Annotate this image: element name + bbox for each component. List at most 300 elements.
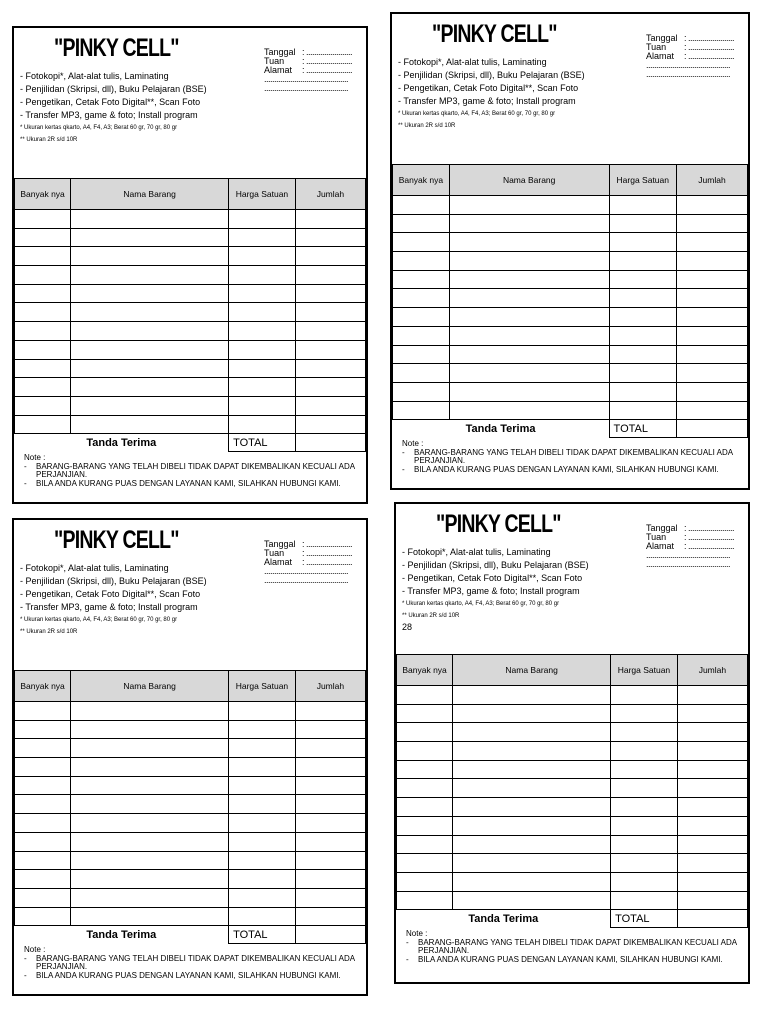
qty-cell[interactable] [397, 760, 453, 779]
qty-cell[interactable] [397, 723, 453, 742]
qty-cell[interactable] [15, 303, 71, 322]
address-line[interactable]: .......................................... [645, 60, 731, 70]
amount-cell[interactable] [676, 382, 747, 401]
price-cell[interactable] [611, 835, 678, 854]
note-title: Note : [406, 929, 428, 939]
price-cell[interactable] [229, 832, 296, 851]
note-item [24, 955, 366, 972]
note-text: BILA ANDA KURANG PUAS DENGAN LAYANAN KAMI, SILAHKAN HUBUNGI KAMI. [36, 478, 341, 488]
item-cell[interactable] [449, 345, 609, 364]
price-cell[interactable] [229, 415, 296, 434]
items-table [396, 654, 748, 928]
item-cell[interactable] [71, 702, 229, 721]
qty-cell[interactable] [15, 359, 71, 378]
amount-cell[interactable] [676, 252, 747, 271]
amount-cell[interactable] [677, 798, 747, 817]
total-value-cell[interactable] [295, 434, 365, 452]
amount-cell[interactable] [295, 795, 365, 814]
price-cell[interactable] [229, 888, 296, 907]
price-cell[interactable] [229, 284, 296, 303]
amount-cell[interactable] [676, 233, 747, 252]
notes-section [14, 944, 366, 980]
amount-cell[interactable] [295, 247, 365, 266]
amount-cell[interactable] [677, 891, 747, 910]
price-cell[interactable] [229, 322, 296, 341]
price-cell[interactable] [609, 214, 676, 233]
receipt-form-4 [394, 502, 750, 984]
qty-cell[interactable] [15, 795, 71, 814]
item-cell[interactable] [453, 686, 611, 705]
item-cell[interactable] [449, 196, 609, 215]
amount-cell[interactable] [677, 816, 747, 835]
shop-title: "PINKY CELL" [432, 20, 557, 48]
qty-cell[interactable] [15, 322, 71, 341]
note-item [24, 972, 366, 981]
price-cell[interactable] [609, 233, 676, 252]
qty-cell[interactable] [15, 266, 71, 285]
price-cell[interactable] [229, 907, 296, 926]
price-cell[interactable] [229, 739, 296, 758]
date-value: : ....................... [683, 33, 734, 43]
note-text: BARANG-BARANG YANG TELAH DIBELI TIDAK DAPAT DIKEMBALIKAN KECUALI ADA PERJANJIAN. [36, 953, 355, 972]
price-cell[interactable] [229, 814, 296, 833]
customer-info [646, 34, 734, 79]
qty-cell[interactable] [393, 345, 450, 364]
receipt-header [392, 14, 748, 164]
price-cell[interactable] [229, 720, 296, 739]
note-title: Note : [402, 439, 424, 449]
item-cell[interactable] [449, 270, 609, 289]
date-value: : ....................... [683, 523, 734, 533]
amount-cell[interactable] [676, 214, 747, 233]
amount-cell[interactable] [676, 364, 747, 383]
price-cell[interactable] [609, 308, 676, 327]
amount-cell[interactable] [295, 702, 365, 721]
item-cell[interactable] [453, 816, 611, 835]
amount-cell[interactable] [295, 851, 365, 870]
item-cell[interactable] [453, 742, 611, 761]
qty-cell[interactable] [15, 851, 71, 870]
table-header-row [397, 655, 748, 686]
qty-cell[interactable] [15, 396, 71, 415]
qty-cell[interactable] [393, 382, 450, 401]
service-item: - Pengetikan, Cetak Foto Digital**, Scan Foto [402, 573, 583, 583]
price-cell[interactable] [611, 704, 678, 723]
service-item: - Penjilidan (Skripsi, dll), Buku Pelajaran (BSE) [20, 576, 207, 586]
table-row [15, 415, 366, 434]
column-header-amount: Jumlah [295, 179, 365, 210]
item-cell[interactable] [71, 228, 229, 247]
address-line[interactable]: .......................................... [645, 559, 731, 569]
amount-cell[interactable] [295, 396, 365, 415]
address-line[interactable]: .......................................... [645, 69, 731, 79]
price-cell[interactable] [609, 289, 676, 308]
item-cell[interactable] [453, 704, 611, 723]
qty-cell[interactable] [15, 378, 71, 397]
table-row [397, 723, 748, 742]
table-row [15, 814, 366, 833]
table-row [393, 364, 748, 383]
qty-cell[interactable] [15, 814, 71, 833]
price-cell[interactable] [609, 345, 676, 364]
customer-name-label: Tuan [645, 532, 667, 542]
price-cell[interactable] [611, 798, 678, 817]
qty-cell[interactable] [15, 739, 71, 758]
table-row [393, 289, 748, 308]
total-row [393, 420, 748, 438]
price-cell[interactable] [229, 702, 296, 721]
item-cell[interactable] [71, 396, 229, 415]
price-cell[interactable] [229, 303, 296, 322]
qty-cell[interactable] [393, 364, 450, 383]
address-line[interactable]: .......................................... [645, 550, 731, 560]
price-cell[interactable] [229, 359, 296, 378]
price-cell[interactable] [609, 401, 676, 420]
amount-cell[interactable] [677, 686, 747, 705]
price-cell[interactable] [609, 196, 676, 215]
item-cell[interactable] [71, 322, 229, 341]
item-cell[interactable] [453, 760, 611, 779]
item-cell[interactable] [71, 907, 229, 926]
qty-cell[interactable] [393, 289, 450, 308]
amount-cell[interactable] [295, 870, 365, 889]
address-line[interactable]: .......................................... [263, 83, 349, 93]
amount-cell[interactable] [677, 872, 747, 891]
item-cell[interactable] [71, 415, 229, 434]
address-line[interactable]: .......................................... [263, 575, 349, 585]
qty-cell[interactable] [393, 270, 450, 289]
total-label: TOTAL [229, 926, 296, 944]
qty-cell[interactable] [393, 401, 450, 420]
item-cell[interactable] [71, 247, 229, 266]
qty-cell[interactable] [15, 720, 71, 739]
qty-cell[interactable] [15, 415, 71, 434]
address-line[interactable]: .......................................... [263, 74, 349, 84]
amount-cell[interactable] [295, 739, 365, 758]
shop-title: "PINKY CELL" [54, 526, 179, 554]
qty-cell[interactable] [397, 704, 453, 723]
table-row [397, 704, 748, 723]
table-row [397, 779, 748, 798]
column-header-qty: Banyak nya [397, 655, 453, 686]
service-item: - Penjilidan (Skripsi, dll), Buku Pelajaran (BSE) [402, 560, 589, 570]
price-cell[interactable] [609, 326, 676, 345]
item-cell[interactable] [71, 359, 229, 378]
item-cell[interactable] [449, 308, 609, 327]
table-row [15, 888, 366, 907]
items-table [14, 670, 366, 944]
amount-cell[interactable] [677, 760, 747, 779]
price-cell[interactable] [229, 776, 296, 795]
item-cell[interactable] [71, 795, 229, 814]
table-header-row [393, 165, 748, 196]
item-cell[interactable] [449, 289, 609, 308]
price-cell[interactable] [611, 891, 678, 910]
qty-cell[interactable] [397, 779, 453, 798]
price-cell[interactable] [229, 870, 296, 889]
table-row [393, 308, 748, 327]
notes-section [14, 452, 366, 488]
service-item: - Fotokopi*, Alat-alat tulis, Laminating [20, 563, 169, 573]
item-cell[interactable] [71, 888, 229, 907]
qty-cell[interactable] [15, 340, 71, 359]
price-cell[interactable] [611, 779, 678, 798]
date-label: Tanggal [645, 33, 678, 43]
price-cell[interactable] [229, 340, 296, 359]
items-table [14, 178, 366, 452]
total-row [397, 910, 748, 928]
address-value: : ....................... [301, 557, 352, 567]
qty-cell[interactable] [393, 326, 450, 345]
note-bullet: - [24, 970, 27, 980]
amount-cell[interactable] [295, 359, 365, 378]
item-cell[interactable] [449, 401, 609, 420]
qty-cell[interactable] [15, 210, 71, 229]
amount-cell[interactable] [677, 723, 747, 742]
table-row [393, 270, 748, 289]
amount-cell[interactable] [295, 758, 365, 777]
items-table [392, 164, 748, 438]
amount-cell[interactable] [295, 776, 365, 795]
item-cell[interactable] [449, 214, 609, 233]
total-value-cell[interactable] [677, 910, 747, 928]
table-header-row [15, 179, 366, 210]
price-cell[interactable] [611, 723, 678, 742]
amount-cell[interactable] [676, 196, 747, 215]
qty-cell[interactable] [397, 891, 453, 910]
price-cell[interactable] [611, 760, 678, 779]
item-cell[interactable] [71, 832, 229, 851]
note-text: BARANG-BARANG YANG TELAH DIBELI TIDAK DAPAT DIKEMBALIKAN KECUALI ADA PERJANJIAN. [418, 937, 737, 956]
price-cell[interactable] [229, 396, 296, 415]
customer-name-label: Tuan [263, 548, 285, 558]
amount-cell[interactable] [676, 308, 747, 327]
table-row [15, 322, 366, 341]
amount-cell[interactable] [295, 210, 365, 229]
amount-cell[interactable] [295, 814, 365, 833]
service-item: - Penjilidan (Skripsi, dll), Buku Pelajaran (BSE) [398, 70, 585, 80]
price-cell[interactable] [229, 210, 296, 229]
item-cell[interactable] [453, 854, 611, 873]
amount-cell[interactable] [295, 832, 365, 851]
amount-cell[interactable] [677, 779, 747, 798]
item-cell[interactable] [71, 340, 229, 359]
item-cell[interactable] [453, 723, 611, 742]
price-cell[interactable] [609, 270, 676, 289]
amount-cell[interactable] [295, 322, 365, 341]
price-cell[interactable] [229, 795, 296, 814]
price-cell[interactable] [609, 382, 676, 401]
amount-cell[interactable] [677, 835, 747, 854]
item-cell[interactable] [453, 891, 611, 910]
received-by-label: Tanda Terima [15, 926, 229, 944]
item-cell[interactable] [453, 779, 611, 798]
amount-cell[interactable] [676, 345, 747, 364]
qty-cell[interactable] [393, 308, 450, 327]
received-by-label: Tanda Terima [15, 434, 229, 452]
amount-cell[interactable] [295, 720, 365, 739]
shop-title: "PINKY CELL" [436, 510, 561, 538]
notes-section [396, 928, 748, 964]
item-cell[interactable] [71, 210, 229, 229]
note-bullet: - [24, 461, 27, 471]
service-item: - Pengetikan, Cetak Foto Digital**, Scan Foto [398, 83, 579, 93]
note-title: Note : [24, 945, 46, 955]
address-label: Alamat [645, 51, 674, 61]
total-value-cell[interactable] [676, 420, 747, 438]
date-label: Tanggal [263, 539, 296, 549]
address-label: Alamat [645, 541, 674, 551]
item-cell[interactable] [449, 382, 609, 401]
item-cell[interactable] [71, 284, 229, 303]
qty-cell[interactable] [15, 247, 71, 266]
price-cell[interactable] [611, 854, 678, 873]
qty-cell[interactable] [15, 758, 71, 777]
table-row [397, 686, 748, 705]
table-row [15, 378, 366, 397]
qty-cell[interactable] [397, 686, 453, 705]
amount-cell[interactable] [295, 266, 365, 285]
qty-cell[interactable] [15, 832, 71, 851]
service-footnote: ** Ukuran 2R s/d 10R [398, 123, 456, 129]
services-list [402, 546, 589, 632]
table-row [15, 795, 366, 814]
item-cell[interactable] [71, 758, 229, 777]
item-cell[interactable] [449, 252, 609, 271]
price-cell[interactable] [611, 742, 678, 761]
item-cell[interactable] [71, 870, 229, 889]
item-cell[interactable] [71, 776, 229, 795]
amount-cell[interactable] [676, 270, 747, 289]
qty-cell[interactable] [15, 228, 71, 247]
amount-cell[interactable] [677, 704, 747, 723]
amount-cell[interactable] [295, 228, 365, 247]
address-line[interactable]: .......................................... [263, 566, 349, 576]
column-header-item: Nama Barang [71, 671, 229, 702]
qty-cell[interactable] [15, 870, 71, 889]
column-header-amount: Jumlah [676, 165, 747, 196]
amount-cell[interactable] [295, 907, 365, 926]
item-cell[interactable] [449, 233, 609, 252]
customer-name-value: : ....................... [683, 532, 734, 542]
qty-cell[interactable] [15, 888, 71, 907]
price-cell[interactable] [609, 364, 676, 383]
service-item: - Pengetikan, Cetak Foto Digital**, Scan Foto [20, 589, 201, 599]
address-value: : ....................... [301, 65, 352, 75]
amount-cell[interactable] [676, 289, 747, 308]
note-text: BILA ANDA KURANG PUAS DENGAN LAYANAN KAMI, SILAHKAN HUBUNGI KAMI. [418, 954, 723, 964]
customer-name-value: : ....................... [301, 548, 352, 558]
amount-cell[interactable] [295, 378, 365, 397]
item-cell[interactable] [453, 798, 611, 817]
item-cell[interactable] [71, 303, 229, 322]
qty-cell[interactable] [393, 233, 450, 252]
services-list [20, 70, 207, 146]
item-cell[interactable] [71, 814, 229, 833]
amount-cell[interactable] [295, 340, 365, 359]
price-cell[interactable] [611, 816, 678, 835]
table-row [15, 284, 366, 303]
amount-cell[interactable] [676, 401, 747, 420]
qty-cell[interactable] [393, 214, 450, 233]
price-cell[interactable] [229, 851, 296, 870]
note-title: Note : [24, 453, 46, 463]
amount-cell[interactable] [295, 888, 365, 907]
price-cell[interactable] [611, 872, 678, 891]
note-item [406, 956, 748, 965]
table-row [15, 359, 366, 378]
qty-cell[interactable] [15, 702, 71, 721]
qty-cell[interactable] [397, 798, 453, 817]
handwritten-number: 28 [402, 622, 413, 632]
qty-cell[interactable] [15, 907, 71, 926]
qty-cell[interactable] [15, 776, 71, 795]
table-row [397, 798, 748, 817]
item-cell[interactable] [71, 720, 229, 739]
qty-cell[interactable] [15, 284, 71, 303]
note-text: BARANG-BARANG YANG TELAH DIBELI TIDAK DAPAT DIKEMBALIKAN KECUALI ADA PERJANJIAN. [36, 461, 355, 480]
qty-cell[interactable] [397, 816, 453, 835]
price-cell[interactable] [229, 247, 296, 266]
column-header-qty: Banyak nya [393, 165, 450, 196]
table-row [15, 832, 366, 851]
price-cell[interactable] [229, 228, 296, 247]
amount-cell[interactable] [295, 415, 365, 434]
amount-cell[interactable] [677, 854, 747, 873]
table-row [15, 266, 366, 285]
amount-cell[interactable] [676, 326, 747, 345]
address-value: : ....................... [683, 51, 734, 61]
qty-cell[interactable] [397, 835, 453, 854]
service-footnote: * Ukuran kertas qkarto, A4, F4, A3; Berat 60 gr, 70 gr, 80 gr [20, 125, 178, 131]
item-cell[interactable] [71, 851, 229, 870]
customer-name-label: Tuan [645, 42, 667, 52]
service-item: - Fotokopi*, Alat-alat tulis, Laminating [402, 547, 551, 557]
price-cell[interactable] [229, 266, 296, 285]
price-cell[interactable] [611, 686, 678, 705]
item-cell[interactable] [71, 739, 229, 758]
address-label: Alamat [263, 557, 292, 567]
receipt-form-3 [12, 518, 368, 996]
total-row [15, 926, 366, 944]
table-row [15, 776, 366, 795]
qty-cell[interactable] [397, 872, 453, 891]
table-row [15, 228, 366, 247]
item-cell[interactable] [453, 872, 611, 891]
item-cell[interactable] [71, 266, 229, 285]
table-row [397, 816, 748, 835]
note-bullet: - [402, 464, 405, 474]
customer-name-value: : ....................... [301, 56, 352, 66]
price-cell[interactable] [609, 252, 676, 271]
amount-cell[interactable] [295, 303, 365, 322]
qty-cell[interactable] [397, 742, 453, 761]
qty-cell[interactable] [393, 196, 450, 215]
amount-cell[interactable] [677, 742, 747, 761]
qty-cell[interactable] [397, 854, 453, 873]
item-cell[interactable] [453, 835, 611, 854]
receipt-form-2 [390, 12, 750, 490]
item-cell[interactable] [449, 326, 609, 345]
item-cell[interactable] [71, 378, 229, 397]
price-cell[interactable] [229, 758, 296, 777]
table-row [15, 907, 366, 926]
qty-cell[interactable] [393, 252, 450, 271]
amount-cell[interactable] [295, 284, 365, 303]
item-cell[interactable] [449, 364, 609, 383]
price-cell[interactable] [229, 378, 296, 397]
total-value-cell[interactable] [295, 926, 365, 944]
